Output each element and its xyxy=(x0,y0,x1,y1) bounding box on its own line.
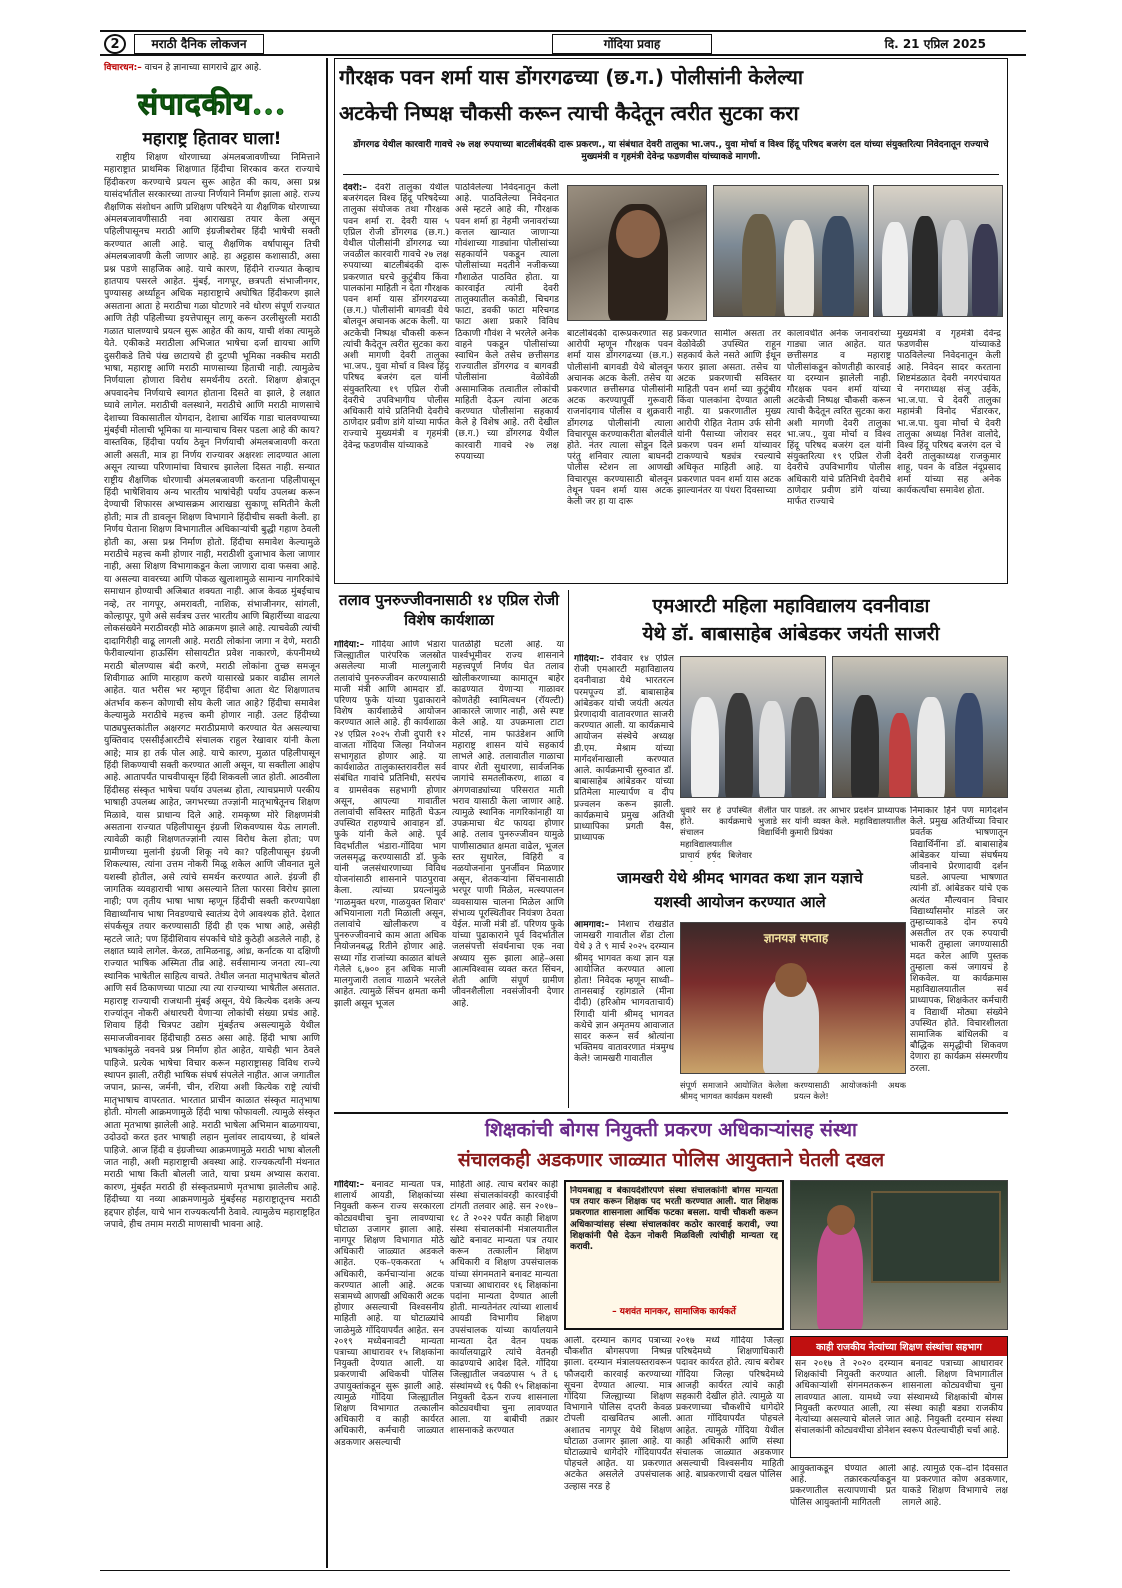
talav-col-2: पातळीही घटली आहे. या पार्श्वभूमीवर राज्य शासनाने महत्त्वपूर्ण निर्णय घेत तलाव खोलीकरणाच्या कामातून बाहेर काढण्यात येणाऱ्या गाळावर कोणतेही स्वामित्वधन (रॉयल्टी) आकारले जाणार नाही, असे स्पष्ट केले आहे. या उपक्रमाला टाटा मोटर्स, नाम फाउंडेशन आणि महाराष्ट्र शासन यांचे सहकार्य लाभले आहे. तलावातील गाळाचा वापर शेती सुधारणा, सार्वजनिक जागांचे समतलीकरण, शाळा व अंगणवाड्यांच्या परिसरात माती भराव यासाठी केला जाणार आहे. त्यामुळे स्थानिक नागरिकांनाही या उपक्रमाचा थेट फायदा होणार आहे. तलाव पुनरुज्जीवन यामुळे पाणीसाठ्यात क्षमता वाढेल, भूजल स्तर सुधारेल, विहिरी व नळयोजनांना पुनर्जीवन मिळणार असून, शेतकऱ्यांना सिंचनासाठी भरपूर पाणी मिळेल, मत्स्यपालन व्यवसायास चालना मिळेल आणि संभाव्य पूरस्थितीवर नियंत्रण ठेवता येईल. माजी मंत्री डॉ. परिणय फुके यांच्या पुढाकाराने पूर्व विदर्भातील जलसंपत्ती संवर्धनाचा एक नवा अध्याय सुरू झाला आहे–असा आत्मविश्वास व्यक्त करत सिंचन, शेती आणि संपूर्ण ग्रामीण जीवनशैलीला नवसंजीवनी देणार आहे. xyxy=(452,640,564,1009)
teachers-col-4: २०१७ मध्ये गोंदिया जिल्हा परिषदेमध्ये शिक्षणाधिकारी पदावर कार्यरत होते. त्याच बरोबर गोंदिया जिल्हा परिषदेमध्ये आजही कार्यरत त्यांचे काही सहकारी देखील होते. त्यामुळे या प्रकरणाच्या चौकशीचे धागेदोरे आता गोंदियापर्यंत पोहचले आहेत. त्यामुळे गोंदिया येथील काही अधिकारी आणि संस्था संचालक जाळ्यात अडकणार असल्याची विश्वसनीय माहिती आहे. बाप्रकरणाची दखल पोलिस xyxy=(676,1336,784,1481)
section-name: गोंदिया प्रवाह xyxy=(552,34,712,54)
mrt-col-3: शैलीत पार पाडले. तर आभार प्रदर्शन प्राध्यापक भुजाडे सर यांनी व्यक्त केले. महाविद्यालयातील विद्यार्थिनी कुमारी प्रियंका xyxy=(758,806,906,839)
teachers-quote-box xyxy=(564,1180,784,1330)
teachers-col-1 xyxy=(334,1180,444,1568)
lead-police-photo xyxy=(713,185,869,317)
mrt-headline-1: एमआरटी महिला महाविद्यालय दवनीवाडा xyxy=(652,595,930,617)
thought-text: वाचन हे ज्ञानाच्या सागराचे द्वार आहे. xyxy=(144,63,262,73)
lead-story xyxy=(334,58,1008,584)
teachers-quote: नियमबाह्य व बेकायदेशीरपणे संस्था संचालकांनी बोगस मान्यता पत्र तयार करून शिक्षक पद भरती करण्यात आली. यात शिक्षक प्रकरणात शासनाला आर्थिक फटका बसला. याची चौकशी करून अधिकाऱ्यांसह संस्था संचालकांवर कठोर कारवाई करावी, ज्या शिक्षकांनी पैसे देऊन नोकरी मिळविली त्यांचीही मान्यता रद्द करावी. xyxy=(570,1186,778,1253)
teachers-col-1-text: बनावट मान्यता पत्र, शालार्थ आयडी, शिक्षकांच्या नियुक्ती करून राज्य सरकारला कोट्यवधीचा चुना लावण्याचा घोटाळा उजागर झाला आहे. नागपूर शिक्षण विभागात मोठे अधिकारी जाळ्यात अडकले आहेत. एक–एककरता ५ अधिकारी, कर्मचाऱ्यांना अटक करण्यात आली आहे. अटक सत्रामध्ये आणखी अधिकारी अटक होणार असल्याची विश्वसनीय माहिती आहे. या घोटाळ्यांचे जाळेमुळे गोंदियापर्यंत आहेत. सन २०१९ मध्येबनावटी मान्यता पत्राच्या आधारावर १५ शिक्षकांना नियुक्ती देण्यात आली. या प्रकरणाची अधिकची पोलिस उपायुक्तांकडून सुरू झाली आहे. त्यामुळे गोंदिया जिल्ह्यातील शिक्षण विभागात तत्कालीन अधिकारी व काही कार्यरत अधिकारी, कर्मचारी जाळ्यात अडकणार असल्याची xyxy=(334,1180,444,1448)
lead-portrait-photo xyxy=(567,185,707,321)
teachers-col-6: आहे. त्यामुळे एक–दोन दिवसात या प्रकरणात कोण अडकणार, याकडे शिक्षण विभागाचे लक्ष लागले आहे. xyxy=(902,1464,1008,1508)
teachers-col-5: आयुक्ताकडून घेण्यात आली आहे. तक्रारकर्त्याकडून प्रकरणातील सत्यापणाची प्रत पोलिस आयुक्तांनी मागितली xyxy=(790,1464,896,1508)
talav-col-1 xyxy=(334,640,446,1108)
bhagwat-photo xyxy=(680,922,906,1074)
mrt-photo-left xyxy=(680,656,826,798)
thought-label: विचारधन:– xyxy=(104,63,142,73)
bhagwat-caption-right: करण्यासाठी आयोजकांनी अथक प्रयत्न केले! xyxy=(794,1080,906,1102)
talav-col-1-text: गोंदिया आणि भंडारा जिल्ह्यातील पारंपरिक जलस्रोत असलेल्या माजी मालगुजारी तलावांचे पुनरुज्जीवन करण्यासाठी माजी मंत्री आणि आमदार डॉ. परिणय फुके यांच्या पुढाकाराने विशेष कार्यशाळेचे आयोजन करण्यात आले आहे. ही कार्यशाळा २४ एप्रिल २०२५ रोजी दुपारी १२ वाजता गोंदिया जिल्हा नियोजन सभागृहात होणार आहे. या कार्यशाळेत तालुकास्तरावरील सर्व संबंधित गावांचे प्रतिनिधी, सरपंच व ग्रामसेवक सहभागी होणार असून, आपल्या गावातील तलावांची सविस्तर माहिती घेऊन उपस्थित राहण्याचे आवाहन डॉ. फुके यांनी केले आहे. पूर्व विदर्भातील भंडारा-गोंदिया भाग जलसमृद्ध करण्यासाठी डॉ. फुके यांनी जलसंधारणाच्या विविध योजनांसाठी शासनाने पाठपुरावा केला. त्यांच्या प्रयत्नांमुळे 'गाळमुक्त धरण, गाळयुक्त शिवार' अभियानाला गती मिळाली असून, तलावांचे खोलीकरण व पुनरुज्जीवनाचे काम आता अधिक नियोजनबद्ध रितीने होणार आहे. सध्या गोंड राजांच्या काळात बांधले गेलेले ६,७०० हून अधिक माजी मालगुजारी तलाव गाळाने भरलेले आहेत. त्यामुळे सिंचन क्षमता कमी झाली असून भूजल xyxy=(334,640,446,1009)
teachers-quote-author: – यशवंत मानकर, सामाजिक कार्यकर्ते xyxy=(612,1307,736,1317)
mrt-col-2: धुवारे सर हे उपस्थित होते. कार्यक्रमाचे संचालन महाविद्यालयातील प्राचार्य हर्षद बिजेवार xyxy=(680,806,752,861)
section-divider xyxy=(334,1112,1008,1114)
teachers-headline-2: संचालकही अडकणार जाळ्यात पोलिस आयुक्ताने घेतली दखल xyxy=(457,1149,885,1171)
mrt-col-1 xyxy=(574,654,674,862)
lead-col-1 xyxy=(343,183,449,579)
bhagwat-headline-2: यशस्वी आयोजन करण्यात आले xyxy=(654,893,826,911)
mrt-dateline: गोंदिया:– xyxy=(574,654,605,664)
editorial-logo: संपादकीय... xyxy=(137,87,287,122)
teachers-side-box xyxy=(790,1336,1008,1458)
bhagwat-col-1-text: निशाच रोखडीत जामखरी गावातील शेंडा टोला येथे ३ ते ९ मार्च २०२५ दरम्यान श्रीमद् भागवत कथा ज्ञान यज्ञ आयोजित करण्यात आला होता! निवेदक म्हणून साध्वी–तानसबाई रहांगडाले (मीना दीदी) (हरिओम भागवताचार्य) रिंगादी यांनी श्रीमद् भागवत कथेचे ज्ञान अमृतमय आवाजात सादर करून सर्व श्रोत्यांना भक्तिमय वातावरणात मंत्रमुग्ध केले! जामखरी गावातील xyxy=(574,920,674,1065)
teachers-col-2: माहिती आहे. त्याच बरोबर काही संस्था संचालकांवरही कारवाईची टांगती तलवार आहे. सन २०१७–१८ ते २०२२ पर्यंत काही शिक्षण संस्था संचालकांनी मंत्रालयातील खोटे बनावट मान्यता पत्र तयार करून तत्कालीन शिक्षण अधिकारी व शिक्षण उपसंचालक यांच्या संगनमताने बनावट मान्यता पत्राच्या आधारावर १६ शिक्षकांना पदांना मान्यता देण्यात आली होती. मान्यतेनंतर त्यांच्या शालार्थ आयडी विभागीय शिक्षण उपसंचालक यांच्या कार्यालयाने मान्यता देत वेतन पथक कार्यालयाद्वारे त्यांचे वेतनही काढण्याचे आदेश दिले. गोंदिया जिल्ह्यातील जवळपास ५ ते ६ संस्थांमध्ये १६ पैकी १५ शिक्षकांना नियुक्ती देऊन राज्य शासनाला कोट्यवधीचा चुना लावण्यात आला. या बाबीची तक्रार शासनाकडे करण्यात xyxy=(450,1180,558,1437)
column-divider xyxy=(326,58,328,1568)
lead-col-6: मुख्यमंत्री व गृहमंत्री देवेन्द्र फडणवीस यांच्याकडे पाठविलेल्या निवेदनातून केली आहे. निवेदन सादर करताना शिष्टमंडळात देवरी नगरपंचायत चे नगराध्यक्ष संजू उईके, भा.ज.पा. चे देवरी तालुका महामंत्री विनोद भेंडारकर, भा.ज.पा. युवा मोर्चा चे देवरी तालुका अध्यक्ष नितेश वालोदे, विश्व हिंदू परिषद बजरंग दल चे देवरी तालुकाध्यक्ष राजकुमार शाहू, पवन के वडिल नंदूप्रसाद शर्मा यांच्या सह अनेक कार्यकर्त्यांचा समावेश होता. xyxy=(897,329,1001,496)
thought-of-day xyxy=(104,60,320,73)
bhagwat-banner-text: ज्ञानयज्ञ सप्ताह xyxy=(763,931,829,945)
teachers-dateline: गोंदिया:– xyxy=(334,1180,365,1190)
issue-date: दि. 21 एप्रिल 2025 xyxy=(884,37,986,51)
mrt-col-1-text: रविवार १४ एप्रिल रोजी एमआरटी महाविद्यालय दवनीवाडा येथे भारतरत्न परमपूज्य डॉ. बाबासाहेब आंबेडकर यांची जयंती अत्यंत प्रेरणादायी वातावरणात साजरी करण्यात आली. या कार्यक्रमाचे आयोजन संस्थेचे अध्यक्ष डी.एम. मेश्राम यांच्या मार्गदर्शनाखाली करण्यात आले. कार्यक्रमाची सुरुवात डॉ. बाबासाहेब आंबेडकर यांच्या प्रतिमेला माल्यार्पण व दीप प्रज्वलन करून झाली. कार्यक्रमाचे प्रमुख अतिथी प्राध्यापिका प्रगती वैस, प्राध्यापक xyxy=(574,654,674,844)
teachers-col-3: आली. दरम्यान कागद पत्राच्या चौकशीत बोगसपणा निष्पन्न झाला. दरम्यान मंत्रालयस्तरावरून फौजदारी कारवाई करण्याच्या सूचना देण्यात आल्या. मात्र गोंदिया जिल्ह्याच्या शिक्षण विभागाने पोलिस दप्तरी केवळ टोपली दाखवितच आली. अशातच नागपूर येथे शिक्षण घोटाळा उजागर झाला आहे. या घोटाळ्याचे धागेदोरे गोंदियापर्यंत पोहचले आहेत. या प्रकरणात अटकेत असलेले उपसंचालक उल्हास नरड हे xyxy=(564,1336,672,1492)
lead-col-4: प्रकरणात सामील असता तर वेळोवेळी उपस्थित राहून सहकार्य केले नसते आणि ईथून फरार झाला असता. तसेच या अटक प्रकरणाची सविस्तर माहिती पवन शर्मा च्या कुटुंबीय किंवा पालकांना देण्यात आली नाही. या प्रकरणातील मुख्य आरोपी रोहित नेताम उर्फ सोनी यांनी पैसाच्या जोरावर सदर प्रकरण पवन शर्मा यांच्यावर टाकण्याचे षड्यंत्र रचल्याचे अधिकृत माहिती आहे. या प्रकरणात पवन शर्मा यास अटक झाल्यानंतर या पंधरा दिवसाच्या xyxy=(677,329,781,496)
bhagwat-headline-1: जामखरी येथे श्रीमद भागवत कथा ज्ञान यज्ञाचे xyxy=(617,869,863,887)
side-box-text: सन २०१७ ते २०२० दरम्यान बनावट पत्राच्या आधारावर शिक्षकांची नियुक्ती करण्यात आली. शिक्षण विभागातील अधिकाऱ्यांशी संगनमतकरून शासनाला कोट्यवधीचा चुना लावण्यात आला. यामध्ये ज्या संस्थामध्ये शिक्षकांची बोगस नियुक्ती करण्यात आली, त्या संस्था काही बड्या राजकीय नेत्यांच्या असल्याचे बोलले जात आहे. नियुक्ती दरम्यान संस्था संचालकांनी कोट्यवधीचा डोनेशन स्वरूप घेतल्याचीही चर्चा आहे. xyxy=(795,1359,1003,1437)
lead-dateline: देवरी:– xyxy=(343,183,367,193)
side-box-title: काही राजकीय नेत्यांच्या शिक्षण संस्थांचा सहभाग xyxy=(791,1337,1007,1356)
talav-dateline: गोंदिया:– xyxy=(334,640,365,650)
teachers-headline-1: शिक्षकांची बोगस नियुक्ती प्रकरण अधिकाऱ्यांसह संस्था xyxy=(485,1119,857,1141)
column-divider xyxy=(568,590,569,1108)
lead-headline-1: गौरक्षक पवन शर्मा यास डोंगरगढच्या (छ.ग.) पोलीसांनी केलेल्या xyxy=(339,65,804,89)
page-bottom-rule xyxy=(100,1570,1010,1571)
lead-col-5: कालावधीत अनेक जनावरांच्या गाड्या जात आहेत. यात छत्तीसगड व महाराष्ट्र पोलीसांकडून कोणतीही कारवाई या दरम्यान झालेली नाही. गौरक्षक पवन शर्मा यांच्या अटकेची निष्पक्ष चौकसी करून त्याची कैदेतून त्वरित सुटका करा अशी मागणी देवरी तालुका भा.जप., युवा मोर्चा व विश्व हिंदू परिषद बजरंग दल यांनी संयुक्तरित्या १९ एप्रिल रोजी देवरीचे उपविभागीय पोलीस अधिकारी यांचे प्रतिनिधी देवरीचे ठाणेदार प्रवीण डांगे यांच्या मार्फत राज्याचे xyxy=(787,329,891,508)
editorial-body: राष्ट्रीय शिक्षण धोरणाच्या अंमलबजावणीच्या निमित्ताने महाराष्ट्रात प्राथमिक शिक्षणात हिंदीचा शिरकाव करत राज्याचे हिंदीकरण करण्याचे प्रयत्न सुरू आहेत की काय, असा प्रश्न यासंदर्भातील सरकारच्या ताज्या निर्णयाने निर्माण झाला आहे. राज्य शैक्षणिक संशोधन आणि प्रशिक्षण परिषदेने या शैक्षणिक धोरणाच्या अंमलबजावणीसाठी नवा आराखडा तयार केला असून पहिलीपासूनच मराठी आणि इंग्रजीबरोबर हिंदी भाषेची सक्ती करण्यात आली आहे. चालू शैक्षणिक वर्षापासून तिची अंमलबजावणी केली जाणार आहे. हा अट्टहास कशासाठी, असा प्रश्न पडणे साहजिक आहे. याचे कारण, हिंदीने राज्यात केव्हाच हातपाय पसरले आहेत. मुंबई, नागपूर, छत्रपती संभाजीनगर, पुण्यासह अर्ध्याहून अधिक महाराष्ट्राचे अघोषित हिंदीकरण झाले असताना आता हे मराठीचा गळा घोटणारे नवे धोरण संपूर्ण राज्यात आणि तेही पहिलीच्या इयत्तेपासून लागू करून उरलीसुरली मराठी गळात घालण्याचे प्रयत्न सुरू आहेत की काय, याची शंका त्यामुळे येते. एकीकडे मराठीला अभिजात भाषेचा दर्जा द्यायचा आणि दुसरीकडे तिचे पंख छाटायचे ही दुटप्पी भूमिका नक्कीच मराठी भाषा, महाराष्ट्र आणि मराठी माणसाच्या हिताची नाही. त्यामुळेच निर्णयाला होणारा विरोध समर्थनीय ठरतो. शिक्षण क्षेत्रातून अपवादनेच निर्णयाचे स्वागत होताना दिसते वा झाले, हे लक्षात घ्यावे लागेल. मराठीची वलस्थाने, मराठीचे आणि मराठी माणसाचे देशाच्या विकासातील योगदान, देशाचा आर्थिक गाडा चालवण्याच्या मुंबईची मोलाची भूमिका या मान्याचाच विसर पडला आहे की काय? वास्तविक, हिंदीचा पर्याय ठेवून निर्णयाची अंमलबजावणी करता आली असती, मात्र हा निर्णय राज्यावर अक्षरशः लादण्यात आला असून त्याच्या परिणामांचा विचारच झालेला दिसत नाही. सन्यात राष्ट्रीय शैक्षणिक धोरणाची अंमलबजावणी करताना पहिलीपासून हिंदी भाषेशिवाय अन्य भारतीय भाषांचेही पर्याय उपलब्ध करून देण्याची शिफारस अभ्यासक्रम आराखडा सुकाणू समितीने केली होती; मात्र ती डावलून शिक्षण विभागाने हिंदीचीच सक्ती केली. हा निर्णय घेताना शिक्षण विभागातील अधिकाऱ्यांची बुद्धी गहाण ठेवली होती का, असा प्रश्न निर्माण होतो. हिंदीचा समावेश केल्यामुळे मराठीचे महत्त्व कमी होणार नाही, मराठीशी दुजाभाव केला जाणार नाही, असा शिक्षण विभागाकडून केला जाणारा दावा फसवा आहे. या असल्या वावरच्या आणि पोकळ खुलाशामुळे सामान्य नागरिकांचे समाधान होण्याची अजिबात शक्यता नाही. आज केवळ मुंबईचाच नव्हे, तर नागपूर, अमरावती, नाशिक, संभाजीनगर, सांगली, कोल्हापूर, पुणे असे सर्वत्रच उत्तर भारतीय आणि बिहारींच्या वाढत्या लोकसंख्येने मराठीवरही मोठे आक्रमण झाले आहे. त्याचवेळी त्यांची दादागिरीही वाढू लागली आहे. मराठी लोकांना जागा न देणे, मराठी फेरीवाल्यांना हाऊसिंग सोसायटीत प्रवेश नाकारणे, कंपनीमध्ये मराठी बोलण्यास बंदी करणे, मराठी लोकांना तुच्छ समजून शिवीगाळ आणि मारहाण करणे यासारखे प्रकार वाढीस लागले आहेत. यात भरीस भर म्हणून हिंदीचा आता थेट शिक्षणातच अंतर्भाव करून कोणाची सोय केली जात आहे? हिंदीचा समावेश केल्यामुळे मराठीचे महत्त्व कमी होणार नाही. उलट हिंदीच्या पाठ्यपुस्तकांतील अक्षरगट मराठीप्रमाणे करण्यात येत असल्याचा युक्तिवाद एससीईआरटीचे संचालक राहुल रेखावार यांनी केला आहे; मात्र हा तर्क पोल आहे. याचे कारण, मुळात पहिलीपासून हिंदी शिकण्याची सक्ती करण्यात आली असून, या सक्तीला आक्षेप आहे. आतापर्यंत पाचवीपासून हिंदी शिकवली जात होती. आठवीला हिंदीसह संस्कृत भाषेचा पर्याय उपलब्ध होता, त्याचप्रमाणे परकीय भाषाही उपलब्ध आहेत, जगभरच्या तज्ज्ञांनी मातृभाषेतूनच शिक्षण मिळावे, यास प्राधान्य दिले आहे. रामकृष्ण मोरे शिक्षणमंत्री असताना राज्यात पहिलीपासून इंग्रजी शिकवण्यास येऊ लागली. त्यावेळी काही शिक्षणतज्ज्ञांनी त्यास विरोध केला होता; पण ग्रामीणच्या मुलांनी इंग्रजी शिकू नये का? पहिलीपासून इंग्रजी शिकल्यास, त्यांना उत्तम नोकरी मिळू शकेल आणि जीवनात मुले यशस्वी होतील, असे त्यांचे समर्थन करण्यात आले. इंग्रजी ही जागतिक व्यवहाराची भाषा असल्याने तिला फारसा विरोध झाला नाही; पण तृतीय भाषा भाषा म्हणून हिंदीची सक्ती करण्यापेक्षा विद्यार्थ्यांनाच भाषा निवडण्याचे स्वातंत्र्य देणे आवश्यक होते. देशात संपर्कसूत्र तयार करण्यासाठी हिंदी ही एक भाषा आहे, असेही म्हटले जाते; पण हिंदीशिवाय संपर्काचे घोडे कुठेही अडलेले नाही, हे लक्षात घ्यावे लागेल. केरळ, तामिळनाडू, आंध्र, कर्नाटक या दक्षिणी राज्यात भाषिक अस्मिता तीव्र आहे. सर्वसामान्य जनता त्या–त्या स्थानिक भाषेतील साहित्य वाचते. तेथील जनता मातृभाषेतच बोलते आणि सर्व ठिकाणच्या पाट्या त्या त्या राज्याच्या भाषेतील असतात. महाराष्ट्र राज्याची राजधानी मुंबई असून, येथे कित्येक दशके अन्य राज्यांतून नोकरी अंधारघरी येणाऱ्या लोकांची संख्या प्रचंड आहे. शिवाय हिंदी चित्रपट उद्योग मुंबईतच असल्यामुळे येथील समाजजीवनावर हिंदीचाही ठसठ असा आहे. हिंदी भाषा आणि भाषकांमुळे नवनवे प्रश्न निर्माण होत आहेत, याचेही भान ठेवले पाहिजे. प्रत्येक भाषेचा विचार करून महाराष्ट्रासह विविध राज्ये स्थापन झाली, तरीही भाषिक संघर्ष संपलेले नाहीत. आज जगातील जपान, फ्रान्स, जर्मनी, चीन, रशिया अशी कित्येक राष्ट्रे त्यांची मातृभाषाच वापरतात. भारतात प्राचीन काळात संस्कृत मातृभाषा होती. मोगली आक्रमणामुळे हिंदी भाषा फोफावली. त्यामुळे संस्कृत आता मृतभाषा झालेली आहे. मराठी भाषेला अभिमान बाळगायचा, उदोउदो करत इतर भाषाही लहान मुलांवर लादायच्या, हे थांबले पाहिजे. आज हिंदी व इंग्रजीच्या आक्रमणामुळे मराठी भाषा बोलली जात नाही, अशी महाराष्ट्राची अवस्था आहे. राज्यकर्त्यांनी मंथनात मराठी भाषा किती बोलली जाते, याचा प्रथम अभ्यास करावा. कारण, मुंबईत मराठी ही संस्कृतप्रमाणे मृतभाषा झालेलीच आहे. हिंदीच्या या नव्या आक्रमणामुळे मुंबईसह महाराष्ट्रातूनच मराठी हद्दपार होईल, याचे भान राज्यकर्त्यांनी ठेवावे. त्यामुळेच महाराष्ट्रहित जपावे, हीच तमाम मराठी माणसाची भावना आहे. xyxy=(104,153,320,1230)
mrt-photo-right xyxy=(832,656,1008,798)
editorial-title: महाराष्ट्र हितावर घाला! xyxy=(142,129,282,149)
teachers-classroom-photo xyxy=(790,1180,1008,1330)
lead-col-2: पाठविलेल्या निवेदनातून केली आहे. पाठविलेल्या निवेदनात असे म्हटले आहे की, गौरक्षक पवन शर्मा हा नेहमी जनावरांच्या कत्तल खान्यात जाणाऱ्या गोवंशाच्या गाड्यांना पोलीसांच्या सहकार्याने पकडून त्याला पोलीसांच्या मदतीने नजीकच्या गौशाळेत पाठवित होता. या कारवाईत त्यांनी देवरी तालुक्यातील ककोडी, चिचगड फाटा, डवकी फाटा मरिचगड फाटा अशा प्रकारे विविध ठिकाणी गौवंश ने भरलेले अनेक वाहने पकडून पोलीसांच्या स्वाधिन केले तसेच छत्तीसगड राज्यातील डोंगरगढ व बागवडी पोलीसांना वेळोवेळी असामाजिक तत्वातील लोकांची माहिती देऊन त्यांना अटक करण्यात पोलीसांना सहकार्य केले हे विशेष आहे. तरी देखील (छ.ग.) च्या डोंगरगढ येथील कारवारी गावचे २७ लक्ष रुपयाच्या xyxy=(455,183,559,462)
talav-headline: तलाव पुनरुज्जीवनासाठी १४ एप्रिल रोजी विशेष कार्यशाळा xyxy=(339,591,559,629)
lead-col-3: बाटलीबंदकी दारूप्रकरणात सह आरोपी म्हणून गौरक्षक पवन शर्मा यास डोंगरगढच्या (छ.ग.) पोलीसांनी बागवडी येथे बोलवून अचानक अटक केली. तसेच या प्रकरणात छत्तीसगढ पोलीसांनी अटक करण्यापूर्वी गुरूवारी राजनांदगाव पोलीस व शुक्रवारी डोंगरगढ पोलीसांनी त्याला विचारपूस करण्याकरीता बोलवीले होते. नंतर त्याला सोडून दिले परंतु शनिवार त्याला बाघनदी पोलीस स्टेशन ला आणखी विचारपूस करण्यासाठी बोलवून तेथून पवन शर्मा यास अटक केली जर हा या दारू xyxy=(567,329,673,508)
bhagwat-caption-left: संपूर्ण समाजाने आयोजित केलेला श्रीमद् भागवत कार्यक्रम यशस्वी xyxy=(680,1080,788,1102)
bhagwat-dateline: आमगाव:– xyxy=(574,920,610,930)
page-number: 2 xyxy=(104,34,126,54)
lead-headline-2: अटकेची निष्पक्ष चौकसी करून त्याची कैदेतून त्वरीत सुटका करा xyxy=(339,101,799,125)
mrt-col-4: निमाकार हिने पण मार्गदर्शन केले. प्रमुख अतिथींच्या विचार प्रवर्तक भाषणातून विद्यार्थिनींना डॉ. बाबासाहेब आंबेडकर यांच्या संघर्षमय जीवनाचे प्रेरणादायी दर्शन घडले. आपल्या भाषणात त्यांनी डॉ. आंबेडकर यांचे एक अत्यंत मौल्यवान विचार विद्यार्थ्यांसमोर मांडले जर तुम्हाच्याकडे दोन रुपये असतील तर एक रुपयाची भाकरी तुम्हाला जगण्यासाठी मदत करेल आणि पुस्तक तुम्हाला कसं जगायचं हे शिकवेल. या कार्यक्रमास महाविद्यालयातील सर्व प्राध्यापक, शिक्षकेतर कर्मचारी व विद्यार्थी मोठ्या संख्येने उपस्थित होते. विचारशीलता सामाजिक बांधिलकी व बौद्धिक समृद्धीची शिकवण देणारा हा कार्यक्रम संस्मरणीय ठरला. xyxy=(910,806,1008,1074)
masthead xyxy=(100,30,1026,56)
lead-col-1-text: देवरी तालुका येथील बजरंगदल विश्व हिंदू परिषदेच्या तालुका संयोजक तथा गौरक्षक पवन शर्मा रा. देवरी यास ५ एप्रिल रोजी डोंगरगढ (छ.ग.) येथील पोलीसांनी डोंगरगढ च्या जवळील कारवारी गावचे २७ लक्ष रुपयाच्या बाटलीबंदकी दारू प्रकरणात घरचे कुटुंबीय किंवा पालकांना माहिती न देता गौरक्षक पवन शर्मा यास डोंगरगढच्या (छ.ग.) पोलीसांनी बागवडी येथे बोलवून अचानक अटक केली. या अटकेची निष्पक्ष चौकसी करून त्यांची कैदेतून त्वरीत सुटका करा अशी मागणी देवरी तालुका भा.जप., युवा मोर्चा व विश्व हिंदू परिषद बजरंग दल यांनी संयुक्तरित्या १९ एप्रिल रोजी देवरीचे उपविभागीय पोलीस अधिकारी यांचे प्रतिनिधी देवरीचे ठाणेदार प्रवीण डांगे यांच्या मार्फत राज्याचे मुख्यमंत्री व गृहमंत्री देवेन्द्र फडणवीस यांच्याकडे xyxy=(343,183,449,451)
paper-name: मराठी दैनिक लोकजन xyxy=(134,34,264,54)
mrt-headline-2: येथे डॉ. बाबासाहेब आंबेडकर जयंती साजरी xyxy=(642,623,940,645)
bhagwat-col-1 xyxy=(574,920,674,1106)
lead-group-photo xyxy=(873,185,1003,317)
lead-deck: डोंगरगढ येथील कारवारी गावचे २७ लक्ष रुपयाच्या बाटलीबंदकी दारू प्रकरण., या संबंधात देवरी तालुका भा.जप., युवा मोर्चा व विश्व हिंदू परिषद बजरंग दल यांच्या संयुक्तरित्या निवेदनातून राज्याचे मुख्यमंत्री व गृहमंत्री देवेन्द्र फडणवीस यांच्याकडे मागणी. xyxy=(343,139,999,175)
